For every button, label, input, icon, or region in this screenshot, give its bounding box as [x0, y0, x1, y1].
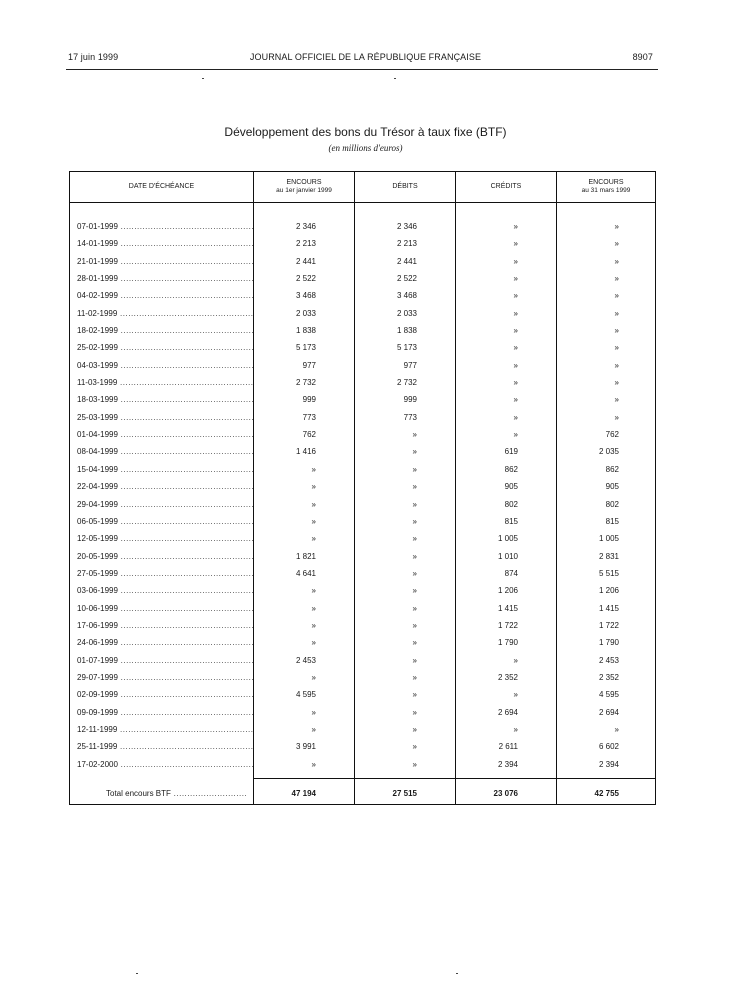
cell-encours-start: 2 441 [295, 256, 316, 266]
cell-encours-end: 1 722 [598, 620, 619, 630]
cell-encours-start: » [311, 499, 316, 509]
cell-date: 15-04-1999 ..... [77, 465, 253, 474]
total-label: Total encours BTF ..... [106, 789, 247, 799]
cell-encours-end: » [614, 724, 619, 734]
header-rule [66, 69, 658, 70]
cell-encours-end: 2 035 [598, 447, 619, 457]
table-row [70, 235, 655, 252]
cell-encours-start: 977 [302, 360, 316, 370]
cell-credits: 1 005 [497, 534, 518, 544]
cell-date: 25-11-1999 ..... [77, 742, 253, 751]
cell-debits: » [412, 655, 417, 665]
cell-credits: 1 722 [497, 620, 518, 630]
table-row [70, 357, 655, 374]
cell-debits: » [412, 447, 417, 457]
cell-date: 11-03-1999 ..... [77, 378, 253, 387]
cell-credits: 2 352 [497, 672, 518, 682]
cell-encours-start: » [311, 759, 316, 769]
cell-date: 04-03-1999 ..... [77, 361, 253, 370]
cell-encours-start: » [311, 482, 316, 492]
cell-debits: » [412, 707, 417, 717]
cell-debits: » [412, 638, 417, 648]
cell-debits: 2 033 [396, 308, 417, 318]
cell-encours-end: 2 694 [598, 707, 619, 717]
cell-credits: » [513, 724, 518, 734]
cell-encours-start: » [311, 724, 316, 734]
cell-encours-end: 5 515 [598, 568, 619, 578]
table-row [70, 582, 655, 599]
page-number: 8907 [632, 52, 653, 62]
page-mark [136, 973, 138, 974]
col-header-date [70, 172, 253, 202]
cell-debits: 3 468 [396, 291, 417, 301]
cell-encours-end: » [614, 360, 619, 370]
cell-credits: » [513, 343, 518, 353]
cell-encours-end: 2 453 [598, 655, 619, 665]
cell-date: 24-06-1999 ..... [77, 638, 253, 647]
cell-encours-start: 4 641 [295, 568, 316, 578]
cell-credits: 1 010 [497, 551, 518, 561]
cell-encours-end: 905 [605, 482, 619, 492]
table-row [70, 721, 655, 738]
cell-encours-start: » [311, 638, 316, 648]
cell-encours-start: 762 [302, 430, 316, 440]
cell-credits: 1 790 [497, 638, 518, 648]
cell-encours-start: 2 346 [295, 222, 316, 231]
col-header-encours-end-label: ENCOURS [588, 179, 624, 186]
cell-encours-end: 4 595 [598, 690, 619, 700]
cell-credits: 2 394 [497, 759, 518, 769]
table-row [70, 374, 655, 391]
cell-encours-start: » [311, 620, 316, 630]
cell-date: 07-01-1999 ..... [77, 222, 253, 231]
cell-date: 11-02-1999 ..... [77, 309, 253, 318]
cell-credits: » [513, 239, 518, 249]
cell-debits: 977 [403, 360, 417, 370]
table-row [70, 253, 655, 270]
cell-encours-start: 2 213 [295, 239, 316, 249]
page-mark [202, 78, 204, 79]
cell-credits: » [513, 256, 518, 266]
cell-encours-end: » [614, 412, 619, 422]
cell-encours-end: 762 [605, 430, 619, 440]
cell-encours-end: » [614, 239, 619, 249]
cell-encours-start: » [311, 534, 316, 544]
total-debits: 27 515 [392, 789, 417, 798]
cell-date: 12-11-1999 ..... [77, 725, 253, 734]
cell-encours-start: 3 468 [295, 291, 316, 301]
cell-encours-end: 1 206 [598, 586, 619, 596]
cell-credits: » [513, 412, 518, 422]
document-title: Développement des bons du Trésor à taux fixe (BTF) [224, 125, 507, 139]
cell-credits: 619 [504, 447, 518, 457]
cell-date: 29-07-1999 ..... [77, 673, 253, 682]
cell-debits: » [412, 430, 417, 440]
cell-encours-start: 999 [302, 395, 316, 405]
cell-debits: 2 213 [396, 239, 417, 249]
cell-date: 09-09-1999 ..... [77, 708, 253, 717]
cell-encours-start: 2 732 [295, 378, 316, 388]
total-credits: 23 076 [493, 789, 518, 798]
cell-debits: » [412, 759, 417, 769]
col-header-encours-start-sub: au 1er janvier 1999 [276, 187, 332, 194]
cell-date: 17-06-1999 ..... [77, 621, 253, 630]
cell-encours-end: » [614, 308, 619, 318]
table-row [70, 704, 655, 721]
cell-debits: » [412, 551, 417, 561]
cell-date: 04-02-1999 ..... [77, 291, 253, 300]
cell-debits: 2 732 [396, 378, 417, 388]
table-row [70, 548, 655, 565]
col-header-date-label: DATE D'ÉCHÉANCE [128, 183, 195, 190]
cell-debits: 999 [403, 395, 417, 405]
cell-encours-end: » [614, 343, 619, 353]
cell-date: 01-04-1999 ..... [77, 430, 253, 439]
cell-encours-start: 3 991 [295, 742, 316, 752]
cell-date: 18-02-1999 ..... [77, 326, 253, 335]
cell-date: 25-02-1999 ..... [77, 343, 253, 352]
cell-encours-start: » [311, 603, 316, 613]
cell-encours-end: 1 005 [598, 534, 619, 544]
cell-credits: » [513, 430, 518, 440]
cell-encours-start: 5 173 [295, 343, 316, 353]
cell-encours-end: » [614, 291, 619, 301]
cell-debits: » [412, 568, 417, 578]
cell-date: 10-06-1999 ..... [77, 604, 253, 613]
cell-debits: » [412, 586, 417, 596]
page-mark [394, 78, 396, 79]
cell-encours-start: » [311, 516, 316, 526]
cell-credits: 874 [504, 568, 518, 578]
cell-date: 02-09-1999 ..... [77, 690, 253, 699]
cell-date: 20-05-1999 ..... [77, 552, 253, 561]
cell-date: 14-01-1999 ..... [77, 239, 253, 248]
table-row [70, 443, 655, 460]
cell-debits: » [412, 742, 417, 752]
total-encours-end: 42 755 [594, 789, 619, 798]
cell-encours-start: 1 416 [295, 447, 316, 457]
table-row [70, 461, 655, 478]
cell-encours-end: 862 [605, 464, 619, 474]
cell-encours-start: » [311, 464, 316, 474]
cell-credits: » [513, 308, 518, 318]
table-row [70, 391, 655, 408]
header-divider [70, 202, 655, 203]
cell-credits: » [513, 690, 518, 700]
cell-date: 08-04-1999 ..... [77, 447, 253, 456]
cell-debits: 2 441 [396, 256, 417, 266]
cell-date: 12-05-1999 ..... [77, 534, 253, 543]
cell-debits: » [412, 724, 417, 734]
col-header-debits [355, 172, 455, 202]
cell-encours-end: 2 352 [598, 672, 619, 682]
document-subtitle: (en millions d'euros) [328, 143, 403, 153]
cell-encours-start: 2 033 [295, 308, 316, 318]
cell-date: 06-05-1999 ..... [77, 517, 253, 526]
cell-credits: 1 206 [497, 586, 518, 596]
page-mark [456, 973, 458, 974]
cell-credits: 815 [504, 516, 518, 526]
table-row [70, 409, 655, 426]
cell-date: 22-04-1999 ..... [77, 482, 253, 491]
table-row [70, 669, 655, 686]
table-body [70, 218, 655, 773]
total-divider [254, 778, 655, 779]
cell-debits: 2 346 [396, 222, 417, 231]
col-header-credits [456, 172, 556, 202]
table-row [70, 322, 655, 339]
table-row [70, 305, 655, 322]
table-row [70, 496, 655, 513]
table-row [70, 652, 655, 669]
table-row [70, 634, 655, 651]
table-row [70, 339, 655, 356]
table-row [70, 287, 655, 304]
cell-credits: » [513, 326, 518, 336]
cell-debits: » [412, 516, 417, 526]
cell-debits: » [412, 499, 417, 509]
table-row [70, 270, 655, 287]
cell-encours-start: 2 522 [295, 274, 316, 284]
header-date: 17 juin 1999 [68, 52, 119, 62]
col-header-debits-label: DÉBITS [392, 183, 418, 190]
cell-credits: 1 415 [497, 603, 518, 613]
cell-date: 21-01-1999 ..... [77, 257, 253, 266]
table-row [70, 738, 655, 755]
cell-encours-end: » [614, 326, 619, 336]
cell-date: 27-05-1999 ..... [77, 569, 253, 578]
cell-encours-end: » [614, 222, 619, 231]
cell-credits: 2 694 [497, 707, 518, 717]
cell-encours-end: 6 602 [598, 742, 619, 752]
cell-credits: 905 [504, 482, 518, 492]
cell-debits: » [412, 464, 417, 474]
col-header-encours-start [254, 172, 354, 202]
cell-encours-end: » [614, 256, 619, 266]
cell-credits: » [513, 395, 518, 405]
table-row [70, 513, 655, 530]
total-encours-start: 47 194 [291, 789, 316, 798]
cell-date: 01-07-1999 ..... [77, 656, 253, 665]
cell-encours-start: » [311, 707, 316, 717]
table-row [70, 478, 655, 495]
btf-table [69, 171, 656, 805]
table-row [70, 426, 655, 443]
table-row [70, 565, 655, 582]
cell-date: 03-06-1999 ..... [77, 586, 253, 595]
cell-date: 17-02-2000 ..... [77, 760, 253, 769]
cell-encours-start: » [311, 586, 316, 596]
cell-debits: » [412, 603, 417, 613]
cell-credits: 862 [504, 464, 518, 474]
total-row [70, 785, 655, 805]
cell-credits: » [513, 291, 518, 301]
cell-encours-start: 1 821 [295, 551, 316, 561]
cell-encours-end: » [614, 378, 619, 388]
cell-encours-start: 1 838 [295, 326, 316, 336]
table-row [70, 756, 655, 773]
cell-encours-end: 815 [605, 516, 619, 526]
cell-encours-end: 802 [605, 499, 619, 509]
cell-date: 28-01-1999 ..... [77, 274, 253, 283]
col-header-encours-end [557, 172, 655, 202]
cell-credits: 2 611 [498, 742, 518, 752]
cell-debits: » [412, 482, 417, 492]
table-row [70, 686, 655, 703]
cell-encours-start: 4 595 [295, 690, 316, 700]
cell-encours-end: 2 394 [598, 759, 619, 769]
cell-date: 29-04-1999 ..... [77, 500, 253, 509]
cell-credits: » [513, 378, 518, 388]
cell-credits: 802 [504, 499, 518, 509]
cell-encours-end: 1 415 [598, 603, 619, 613]
table-row [70, 218, 655, 235]
cell-debits: 773 [403, 412, 417, 422]
cell-debits: 5 173 [396, 343, 417, 353]
cell-encours-start: 773 [302, 412, 316, 422]
cell-credits: » [513, 274, 518, 284]
table-row [70, 617, 655, 634]
cell-debits: 1 838 [396, 326, 417, 336]
col-header-credits-label: CRÉDITS [490, 183, 522, 190]
table-row [70, 530, 655, 547]
cell-encours-end: » [614, 274, 619, 284]
cell-credits: » [513, 222, 518, 231]
cell-credits: » [513, 655, 518, 665]
col-header-encours-start-label: ENCOURS [286, 179, 322, 186]
cell-encours-start: 2 453 [295, 655, 316, 665]
journal-title: JOURNAL OFFICIEL DE LA RÉPUBLIQUE FRANÇAISE [249, 52, 482, 62]
col-header-encours-end-sub: au 31 mars 1999 [581, 187, 631, 194]
cell-date: 18-03-1999 ..... [77, 395, 253, 404]
cell-encours-end: 1 790 [598, 638, 619, 648]
cell-debits: » [412, 690, 417, 700]
cell-credits: » [513, 360, 518, 370]
cell-debits: » [412, 620, 417, 630]
cell-date: 25-03-1999 ..... [77, 413, 253, 422]
cell-debits: » [412, 672, 417, 682]
cell-encours-end: » [614, 395, 619, 405]
cell-encours-end: 2 831 [598, 551, 619, 561]
table-row [70, 600, 655, 617]
cell-encours-start: » [311, 672, 316, 682]
cell-debits: » [412, 534, 417, 544]
cell-debits: 2 522 [396, 274, 417, 284]
